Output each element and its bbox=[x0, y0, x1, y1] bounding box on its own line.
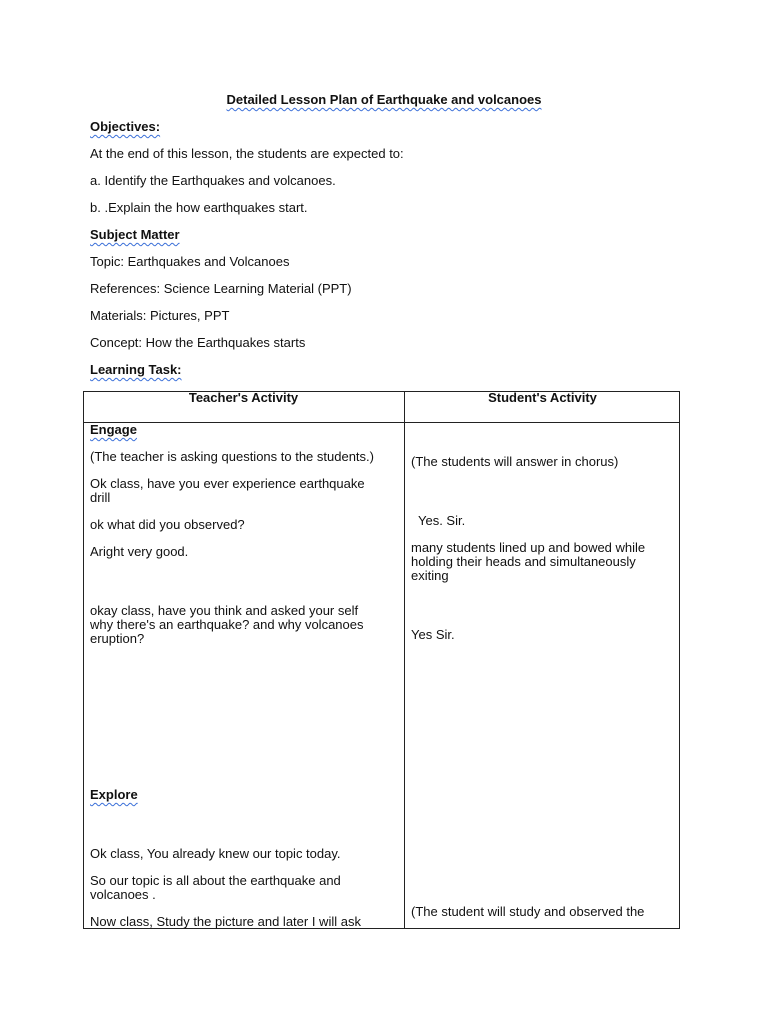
learning-task-heading: Learning Task: bbox=[90, 362, 182, 377]
teacher-line-2a: Ok class, have you ever experience earthquake bbox=[90, 476, 365, 491]
teacher-line-2b: drill bbox=[90, 490, 111, 505]
student-activity-header: Student's Activity bbox=[488, 390, 597, 405]
materials-line: Materials: Pictures, PPT bbox=[90, 308, 230, 323]
table-header-divider bbox=[83, 422, 680, 423]
teacher-line-5a: okay class, have you think and asked your self bbox=[90, 603, 359, 618]
objectives-heading: Objectives: bbox=[90, 119, 161, 134]
teacher-activity-header: Teacher's Activity bbox=[188, 390, 299, 405]
subject-matter-heading: Subject Matter bbox=[90, 227, 180, 242]
teacher-line-3: ok what did you observed? bbox=[90, 517, 245, 532]
student-line-3b: holding their heads and simultaneously bbox=[411, 554, 636, 569]
objective-a: a. Identify the Earthquakes and volcanoes. bbox=[90, 173, 336, 188]
teacher-line-4: Aright very good. bbox=[90, 544, 189, 559]
concept-line: Concept: How the Earthquakes starts bbox=[90, 335, 306, 350]
teacher-line-5b: why there's an earthquake? and why volcanoes bbox=[90, 617, 364, 632]
references-line: References: Science Learning Material (PPT) bbox=[90, 281, 352, 296]
teacher-line-1: (The teacher is asking questions to the students.) bbox=[90, 449, 374, 464]
teacher-line-6: Ok class, You already knew our topic today. bbox=[90, 846, 341, 861]
teacher-line-7b: volcanoes . bbox=[90, 887, 156, 902]
objectives-intro: At the end of this lesson, the students are expected to: bbox=[90, 146, 404, 161]
teacher-line-5c: eruption? bbox=[90, 631, 145, 646]
topic-line: Topic: Earthquakes and Volcanoes bbox=[90, 254, 290, 269]
explore-heading: Explore bbox=[90, 787, 138, 802]
student-line-2: Yes. Sir. bbox=[411, 513, 466, 528]
student-line-1: (The students will answer in chorus) bbox=[411, 454, 619, 469]
table-column-divider bbox=[404, 391, 405, 929]
teacher-line-7a: So our topic is all about the earthquake and bbox=[90, 873, 341, 888]
document-title: Detailed Lesson Plan of Earthquake and volcanoes bbox=[226, 92, 542, 107]
engage-heading: Engage bbox=[90, 422, 137, 437]
objective-b: b. .Explain the how earthquakes start. bbox=[90, 200, 308, 215]
student-line-5: (The student will study and observed the bbox=[411, 904, 645, 919]
teacher-line-8: Now class, Study the picture and later I will ask bbox=[90, 914, 361, 929]
student-line-4: Yes Sir. bbox=[411, 627, 455, 642]
student-line-3c: exiting bbox=[411, 568, 449, 583]
student-line-3a: many students lined up and bowed while bbox=[411, 540, 646, 555]
